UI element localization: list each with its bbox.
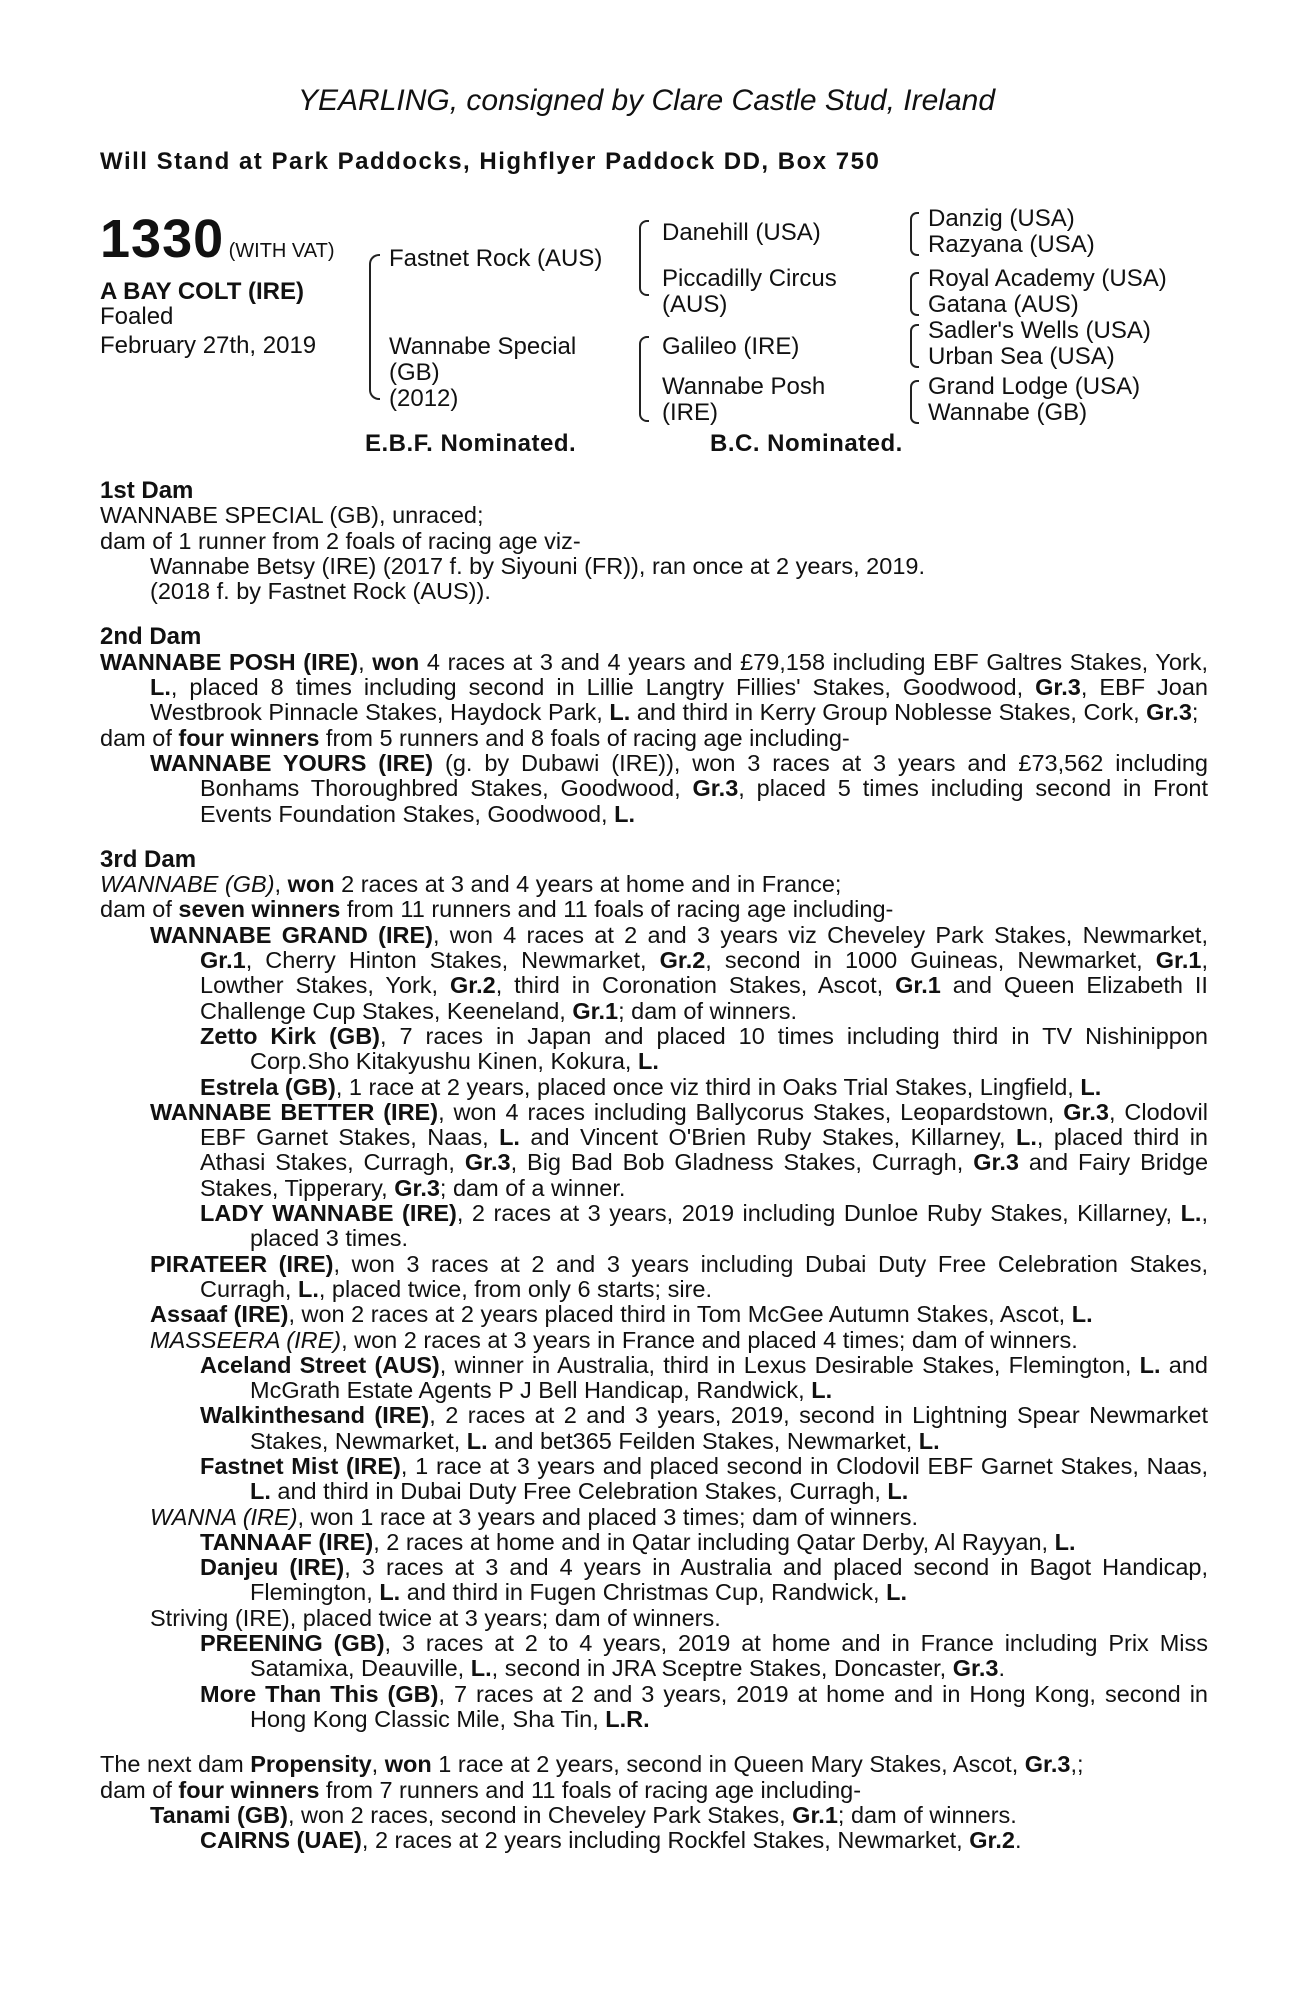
pedigree-dam-line-2: (GB) — [389, 359, 440, 386]
horse-name: WANNABE POSH (IRE) — [100, 648, 359, 675]
second-dam-heading: 2nd Dam — [100, 623, 202, 651]
produce-striving: Striving (IRE), placed twice at 3 years; dam of winners. — [150, 1604, 721, 1631]
pedigree-sdd: Gatana (AUS) — [928, 291, 1079, 318]
horse-name: PREENING (GB) — [200, 1630, 385, 1657]
next-dam-line: The next dam Propensity, won 1 race at 2 years, second in Queen Mary Stakes, Ascot, Gr.3,; — [100, 1751, 1084, 1778]
pedigree-dam-dam-line-2: (IRE) — [662, 399, 718, 426]
produce-lady-wannabe: LADY WANNABE (IRE), 2 races at 3 years, 2019 including Dunloe Ruby Stakes, Killarney, L., placed 3 times. — [200, 1200, 1208, 1252]
horse-name: WANNABE BETTER (IRE) — [150, 1098, 439, 1125]
horse-name: WANNA (IRE) — [150, 1503, 298, 1530]
next-dam-produce-summary: dam of four winners from 7 runners and 11 foals of racing age including- — [100, 1776, 862, 1803]
produce-wanna: WANNA (IRE), won 1 race at 3 years and placed 3 times; dam of winners. — [150, 1503, 918, 1530]
pedigree-brace-dam-parents — [639, 336, 649, 422]
produce-masseera: MASSEERA (IRE), won 2 races at 3 years in France and placed 4 times; dam of winners. — [150, 1326, 1078, 1353]
horse-name: PIRATEER (IRE) — [150, 1250, 334, 1277]
produce-record — [100, 478, 1208, 1853]
produce-wannabe-better: WANNABE BETTER (IRE), won 4 races including Ballycorus Stakes, Leopardstown, Gr.3, Clodovil EBF Garnet Stakes, Naas, L. and Vincent O'Brien Ruby Stakes, Killarney, L., placed third in Athasi Stakes, Curragh, Gr.3, Big Bad Bob Gladness Stakes, Curragh, Gr.3 and Fairy Bridge Stakes, Tipperary, Gr.3; dam of a winner. — [150, 1098, 1209, 1201]
lot-number: 1330 — [100, 209, 225, 269]
produce-cairns: CAIRNS (UAE), 2 races at 2 years including Rockfel Stakes, Newmarket, Gr.2. — [200, 1827, 1022, 1854]
ebf-nominated: E.B.F. Nominated. — [365, 430, 577, 457]
first-dam-foal-2: (2018 f. by Fastnet Rock (AUS)). — [150, 578, 491, 605]
first-dam-foal-1: Wannabe Betsy (IRE) (2017 f. by Siyouni (FR)), ran once at 2 years, 2019. — [150, 552, 925, 579]
pedigree-sire-dam-line-2: (AUS) — [662, 291, 728, 318]
horse-name: Tanami (GB) — [150, 1801, 288, 1828]
pedigree-sire-dam-line-1: Piccadilly Circus — [662, 265, 837, 292]
won-label: won — [372, 648, 420, 675]
pedigree-sire: Fastnet Rock (AUS) — [389, 245, 603, 272]
horse-name: Fastnet Mist (IRE) — [200, 1452, 401, 1479]
produce-danjeu: Danjeu (IRE), 3 races at 3 and 4 years in Australia and placed second in Bagot Handicap, Flemington, L. and third in Fugen Christmas Cup, Randwick, L. — [200, 1554, 1208, 1606]
first-dam-line: WANNABE SPECIAL (GB), unraced; — [100, 502, 484, 529]
pedigree-sss: Danzig (USA) — [928, 205, 1075, 232]
foaled-date: February 27th, 2019 — [100, 332, 317, 359]
horse-name: More Than This (GB) — [200, 1680, 439, 1707]
first-dam-heading: 1st Dam — [100, 477, 194, 504]
horse-name: Estrela (GB) — [200, 1073, 336, 1100]
horse-name: Assaaf (IRE) — [150, 1301, 289, 1328]
stand-location: Will Stand at Park Paddocks, Highflyer Paddock DD, Box 750 — [100, 148, 881, 175]
bc-nominated: B.C. Nominated. — [710, 430, 903, 457]
pedigree-brace-sire — [369, 254, 380, 400]
page-heading: YEARLING, consigned by Clare Castle Stud, Ireland — [298, 84, 996, 117]
horse-name: Aceland Street (AUS) — [200, 1351, 440, 1378]
pedigree-brace-g3-3 — [910, 324, 919, 368]
horse-name: MASSEERA (IRE) — [150, 1326, 342, 1353]
produce-tanami: Tanami (GB), won 2 races, second in Cheveley Park Stakes, Gr.1; dam of winners. — [150, 1801, 1017, 1828]
third-dam-heading: 3rd Dam — [100, 845, 197, 873]
produce-fastnet-mist: Fastnet Mist (IRE), 1 race at 3 years and placed second in Clodovil EBF Garnet Stakes, Naas, L. and third in Dubai Duty Free Celebration Stakes, Curragh, L. — [200, 1452, 1208, 1505]
produce-assaaf: Assaaf (IRE), won 2 races at 2 years placed third in Tom McGee Autumn Stakes, Ascot, L. — [150, 1301, 1093, 1328]
vat-note: (WITH VAT) — [228, 240, 335, 262]
produce-pirateer: PIRATEER (IRE), won 3 races at 2 and 3 years including Dubai Duty Free Celebration Stakes, Curragh, L., placed twice, from only 6 starts; sire. — [150, 1250, 1208, 1302]
pedigree-dsd: Urban Sea (USA) — [928, 343, 1115, 370]
produce-estrela: Estrela (GB), 1 race at 2 years, placed once viz third in Oaks Trial Stakes, Lingfield, L. — [200, 1073, 1102, 1100]
third-dam-produce-summary: dam of seven winners from 11 runners and 11 foals of racing age including- — [100, 896, 894, 923]
pedigree-dds: Grand Lodge (USA) — [928, 373, 1141, 400]
second-dam-produce-summary: dam of four winners from 5 runners and 8 foals of racing age including- — [100, 724, 850, 751]
produce-more-than-this: More Than This (GB), 7 races at 2 and 3 years, 2019 at home and in Hong Kong, second in Hong Kong Classic Mile, Sha Tin, L.R. — [200, 1680, 1208, 1732]
pedigree-dam-line-1: Wannabe Special — [389, 333, 577, 360]
lot-name: A BAY COLT (IRE) — [100, 278, 305, 305]
horse-name: LADY WANNABE (IRE) — [200, 1200, 457, 1227]
pedigree-brace-sire-parents — [639, 220, 649, 296]
produce-wannabe-grand: WANNABE GRAND (IRE), won 4 races at 2 and 3 years viz Cheveley Park Stakes, Newmarket, Gr.1, Cherry Hinton Stakes, Newmarket, Gr.2, second in 1000 Guineas, Newmarket, Gr.1, Lowther Stakes, York, Gr.2, third in Coronation Stakes, Ascot, Gr.1 and Queen Elizabeth II Challenge Cup Stakes, Keeneland, Gr.1; dam of winners. — [150, 921, 1208, 1024]
lot-number-line — [100, 208, 335, 270]
pedigree-brace-g3-2 — [910, 272, 919, 316]
first-dam-produce-summary: dam of 1 runner from 2 foals of racing age viz- — [100, 527, 581, 554]
horse-name: Walkinthesand (IRE) — [200, 1402, 430, 1429]
produce-aceland-street: Aceland Street (AUS), winner in Australia, third in Lexus Desirable Stakes, Flemington, L. and McGrath Estate Agents P J Bell Handicap, Randwick, L. — [200, 1351, 1208, 1404]
pedigree-sds: Royal Academy (USA) — [928, 265, 1167, 292]
produce-preening: PREENING (GB), 3 races at 2 to 4 years, 2019 at home and in France including Prix Miss Satamixa, Deauville, L., second in JRA Sceptre Stakes, Doncaster, Gr.3. — [200, 1630, 1208, 1682]
horse-name: Danjeu (IRE) — [200, 1554, 345, 1581]
pedigree-sire-sire: Danehill (USA) — [662, 219, 821, 246]
pedigree-brace-g3-4 — [910, 380, 919, 424]
third-dam-line: WANNABE (GB), won 2 races at 3 and 4 years at home and in France; — [100, 871, 842, 898]
horse-name: WANNABE YOURS (IRE) — [150, 749, 434, 776]
pedigree-dss: Sadler's Wells (USA) — [928, 317, 1151, 344]
foaled-label: Foaled — [100, 303, 174, 330]
pedigree-dam-sire: Galileo (IRE) — [662, 333, 800, 360]
horse-name: TANNAAF (IRE) — [200, 1528, 374, 1555]
produce-zetto-kirk: Zetto Kirk (GB), 7 races in Japan and placed 10 times including third in TV Nishinippon Corp.Sho Kitakyushu Kinen, Kokura, L. — [200, 1022, 1208, 1075]
produce-tannaaf: TANNAAF (IRE), 2 races at home and in Qatar including Qatar Derby, Al Rayyan, L. — [200, 1528, 1076, 1555]
horse-name: WANNABE GRAND (IRE) — [150, 921, 433, 948]
produce-walkinthesand: Walkinthesand (IRE), 2 races at 2 and 3 years, 2019, second in Lightning Spear Newmarket Stakes, Newmarket, L. and bet365 Feilden Stakes, Newmarket, L. — [200, 1402, 1208, 1454]
second-dam-record: WANNABE POSH (IRE), won 4 races at 3 and 4 years and £79,158 including EBF Galtres Stakes, York, L., placed 8 times including second in Lillie Langtry Fillies' Stakes, Goodwood, Gr.3, EBF Joan Westbrook Pinnacle Stakes, Haydock Park, L. and third in Kerry Group Noblesse Stakes, Cork, Gr.3; — [100, 648, 1208, 726]
second-dam-produce-1: WANNABE YOURS (IRE) (g. by Dubawi (IRE)), won 3 races at 3 years and £73,562 including Bonhams Thoroughbred Stakes, Goodwood, Gr.3, placed 5 times including second in Front Events Foundation Stakes, Goodwood, L. — [150, 749, 1209, 827]
pedigree-dam-dam-line-1: Wannabe Posh — [662, 373, 826, 400]
pedigree-ddd: Wannabe (GB) — [928, 399, 1088, 426]
horse-name: CAIRNS (UAE) — [200, 1827, 362, 1854]
pedigree-brace-g3-1 — [910, 212, 919, 256]
pedigree-ssd: Razyana (USA) — [928, 231, 1095, 258]
horse-name: Zetto Kirk (GB) — [200, 1022, 380, 1049]
pedigree-dam-line-3: (2012) — [389, 385, 459, 412]
